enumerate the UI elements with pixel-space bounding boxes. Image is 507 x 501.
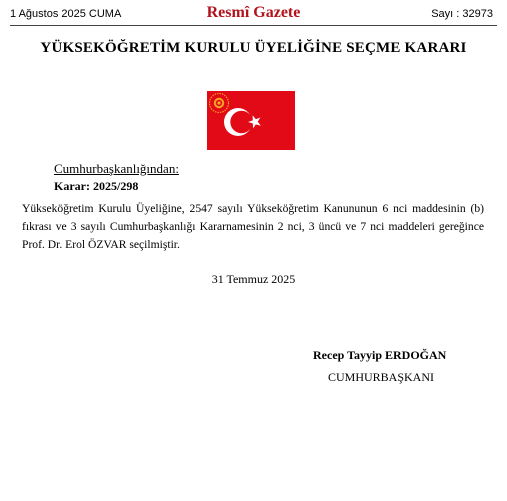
signer-name: Recep Tayyip ERDOĞAN <box>313 348 447 362</box>
issue-number: Sayı : 32973 <box>431 8 493 20</box>
signer-title: CUMHURBAŞKANI <box>328 370 435 384</box>
decision-body: Yükseköğretim Kurulu Üyeliğine, 2547 sayılı Yükseköğretim Kanununun 6 nci maddesinin (b) fıkrası ve 3 sayılı Cumhurbaşkanlığı Kararnamesinin 2 nci, 3 üncü ve 7 nci maddeleri gereğince Prof. Dr. Erol ÖZVAR seçilmiştir. <box>22 202 484 251</box>
issue-date: 1 Ağustos 2025 CUMA <box>10 8 122 20</box>
decision-number: Karar: 2025/298 <box>54 179 139 193</box>
gazette-title: Resmî Gazete <box>206 4 301 21</box>
gazette-header <box>0 0 507 26</box>
issuing-authority: Cumhurbaşkanlığından: <box>54 161 179 176</box>
header-divider <box>10 25 497 26</box>
document-title: YÜKSEKÖĞRETİM KURULU ÜYELİĞİNE SEÇME KARARI <box>40 40 467 56</box>
decision-date: 31 Temmuz 2025 <box>211 272 296 286</box>
presidential-emblem-icon <box>207 91 295 150</box>
